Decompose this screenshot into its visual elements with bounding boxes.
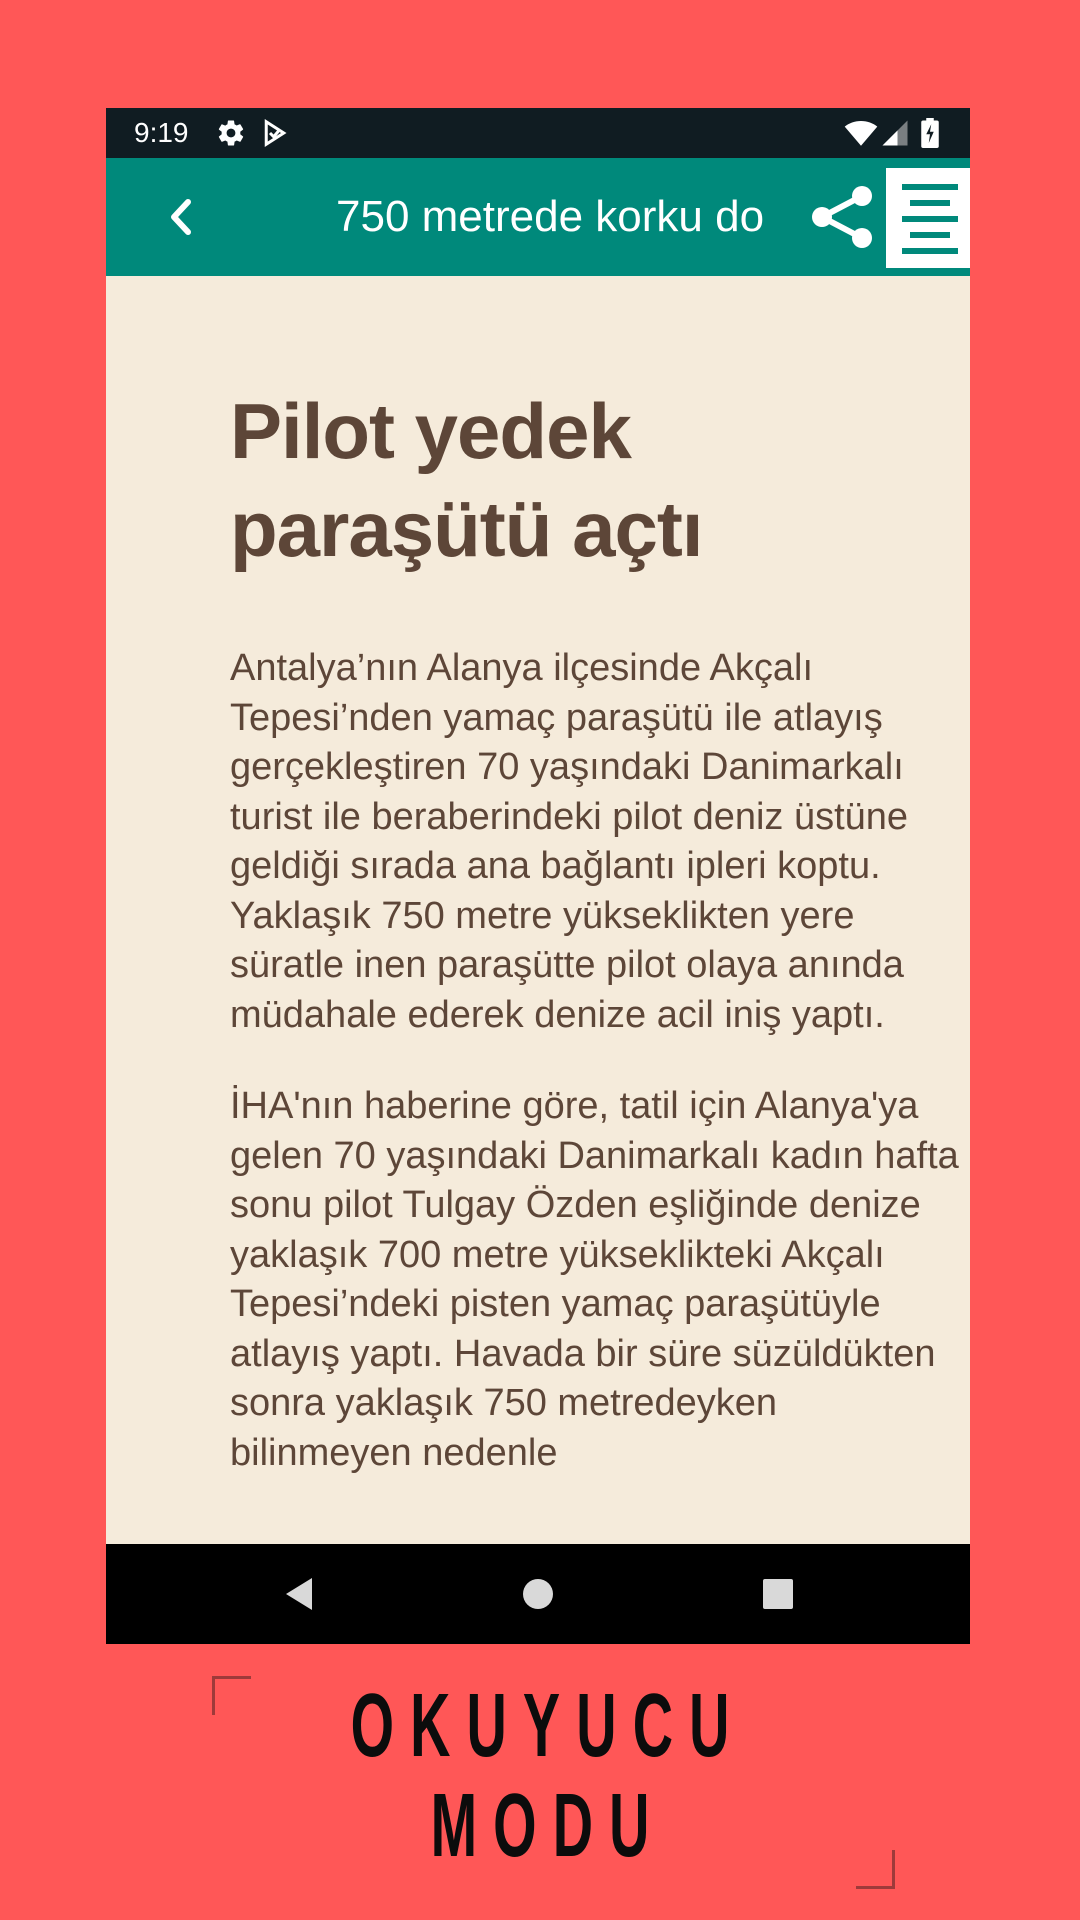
article-paragraph: İHA'nın haberine göre, tatil için Alanya'ya gelen 70 yaşındaki Danimarkalı kadın hafta sonu pilot Tulgay Özden eşliğinde denize yaklaşık 700 metre yükseklikteki Akçalı Tepesi’ndeki pisten yamaç paraşütüyle atlayış yaptı. Havada bir süre süzüldükten sonra yaklaşık 750 metredeyken bilinmeyen nedenle [230,1085,959,1474]
nav-back-button[interactable] [280,1574,320,1614]
wifi-icon [844,118,878,148]
signal-icon [880,118,910,148]
chevron-left-icon [146,182,216,252]
back-triangle-icon [280,1574,320,1614]
status-time: 9:19 [134,117,189,148]
recents-square-icon [758,1574,798,1614]
share-icon [808,182,878,252]
nav-home-button[interactable] [518,1574,558,1614]
promo-title [0,1676,1080,1876]
article-paragraph: Antalya’nın Alanya ilçesinde Akçalı Tepesi’nden yamaç paraşütü ile atlayış gerçekleştiren 70 yaşındaki Danimarkalı turist ile beraberindeki pilot deniz üstüne geldiği sırada ana bağlantı ipleri koptu. Yaklaşık 750 metre yükseklikten yere süratle inen paraşütte pilot olaya anında müdahale ederek denize acil iniş yaptı. [230,647,909,1036]
home-circle-icon [518,1574,558,1614]
article-headline: Pilot yedek paraşütü açtı [230,387,703,573]
navigation-bar [106,1544,970,1644]
align-button[interactable] [886,168,970,268]
status-bar [106,108,970,158]
back-button[interactable] [146,182,216,252]
gear-icon [216,118,246,148]
share-button[interactable] [808,182,878,252]
align-center-icon [886,168,970,268]
promo-title-line2: MODU [430,1776,666,1876]
phone-screen [106,108,970,1644]
battery-icon [920,118,940,148]
toolbar [106,158,970,276]
article-content [230,276,970,1644]
toolbar-title: 750 metrede korku do [336,192,765,241]
play-protect-icon [260,118,290,148]
nav-recents-button[interactable] [758,1574,798,1614]
promo-title-line1: OKUYUCU [350,1676,746,1776]
